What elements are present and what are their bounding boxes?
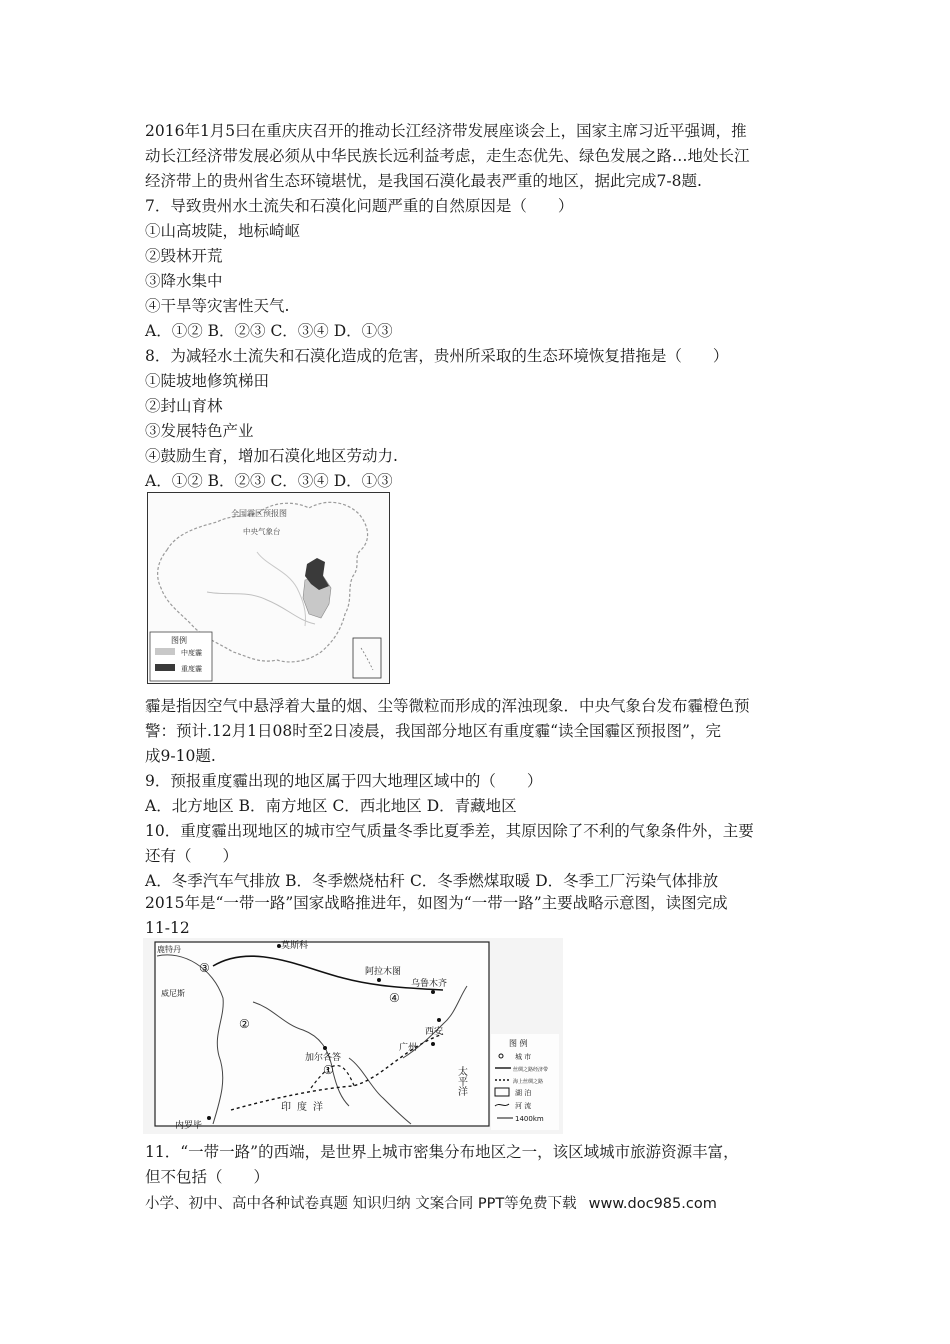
guangzhou-label: 广州 (399, 1043, 418, 1053)
urumqi-label: 乌鲁木齐 (411, 979, 448, 989)
nairobi-label: 内罗毕 (175, 1121, 203, 1131)
page-footer (145, 1192, 717, 1213)
pacific-label: 太平洋 (455, 1066, 467, 1096)
legend-lake-label: 湖 泊 (515, 1089, 532, 1097)
question-8-stem: 8．为减轻水土流失和石漠化造成的危害，贵州所采取的生态环境恢复措拖是（ ） (145, 347, 729, 365)
belt-road-map (143, 938, 563, 1134)
question-8-option-2: ②封山育林 (145, 397, 223, 415)
legend-river-label: 河 流 (515, 1102, 532, 1110)
moscow-label: 莫斯科 (281, 941, 309, 951)
legend-sea-label: 海上丝绸之路 (513, 1079, 544, 1085)
question-10-stem-2: 还有（ ） (145, 847, 239, 865)
kolkata-dot (323, 1046, 327, 1050)
guangzhou-dot (431, 1042, 435, 1046)
belt-road-drawing (143, 938, 563, 1134)
intro-line-3: 经济带上的贵州省生态环镜堪忧，是我国石漠化最表严重的地区，据此完成7-8题. (145, 172, 702, 190)
question-10-choices: A．冬季汽车气排放 B．冬季燃烧枯秆 C．冬季燃煤取暖 D．冬季工厂污染气体排放 (145, 872, 719, 890)
haze-map-drawing (147, 492, 390, 684)
marker-3: ③ (199, 961, 210, 975)
question-7-choices: A．①② B．②③ C．③④ D．①③ (145, 322, 393, 340)
almaty-dot (377, 978, 381, 982)
nairobi-dot (207, 1116, 211, 1120)
haze-intro-line-3: 成9-10题. (145, 747, 216, 765)
question-7-option-2: ②毁林开荒 (145, 247, 223, 265)
venice-label: 威尼斯 (161, 989, 185, 998)
question-7-option-1: ①山高坡陡，地标崎岖 (145, 222, 301, 240)
xian-label: 西安 (425, 1027, 444, 1037)
haze-map-title: 全国霾区预报图 (231, 509, 287, 518)
question-8-option-3: ③发展特色产业 (145, 422, 254, 440)
question-7-option-4: ④干旱等灾害性天气. (145, 297, 290, 315)
urumqi-dot (431, 990, 435, 994)
belt-intro-line-2: 11-12 (145, 919, 190, 937)
haze-forecast-map (147, 492, 390, 684)
legend-moderate-label: 中度霾 (181, 649, 202, 657)
question-9-choices: A．北方地区 B．南方地区 C．西北地区 D．青藏地区 (145, 797, 517, 815)
question-10-stem-1: 10．重度霾出现地区的城市空气质量冬季比夏季差，其原因除了不利的气象条件外，主要 (145, 822, 754, 840)
footer-url[interactable]: www.doc985.com (588, 1196, 717, 1212)
question-8-choices: A．①② B．②③ C．③④ D．①③ (145, 472, 393, 490)
rotterdam-label: 鹿特丹 (157, 945, 181, 954)
question-11-stem-1: 11．“一带一路”的西端，是世界上城市密集分布地区之一，该区域城市旅游资源丰富， (145, 1143, 739, 1161)
question-7-stem: 7．导致贵州水土流失和石漠化问题严重的自然原因是（ ） (145, 197, 574, 215)
marker-4: ④ (389, 991, 400, 1005)
legend-moderate-swatch (155, 648, 175, 655)
legend-city-label: 城 市 (515, 1053, 532, 1061)
haze-intro-line-1: 霾是指因空气中悬浮着大量的烟、尘等微粒而形成的浑浊现象．中央气象台发布霾橙色预 (145, 697, 750, 715)
haze-legend-title: 图例 (171, 636, 187, 645)
legend-land-label: 丝绸之路经济带 (513, 1067, 549, 1073)
legend-severe-swatch (155, 664, 175, 671)
belt-legend-title: 图 例 (509, 1039, 528, 1048)
legend-severe-label: 重度霾 (181, 665, 202, 673)
legend-scale-label: 1400km (515, 1115, 544, 1123)
haze-intro-line-2: 警：预计.12月1日08时至2日凌晨，我国部分地区有重度霾“读全国霾区预报图”，完 (145, 722, 721, 740)
intro-line-2: 动长江经济带发展必须从中华民族长远利益考虑，走生态优先、绿色发展之路…地处长江 (145, 147, 750, 165)
question-11-stem-2: 但不包括（ ） (145, 1168, 270, 1186)
haze-map-subtitle: 中央气象台 (243, 527, 281, 536)
xian-dot (437, 1018, 441, 1022)
intro-line-1: 2016年1月5曰在重庆庆召开的推动长江经济带发展座谈会上，国家主席习近平强调，推 (145, 122, 747, 140)
question-8-option-4: ④鼓励生育，增加石漠化地区劳动力. (145, 447, 398, 465)
almaty-label: 阿拉木图 (365, 967, 402, 977)
marker-2: ② (239, 1017, 250, 1031)
indian-ocean-label: 印度洋 (281, 1102, 329, 1113)
question-7-option-3: ③降水集中 (145, 272, 223, 290)
question-8-option-1: ①陡坡地修筑梯田 (145, 372, 270, 390)
marker-1: ① (323, 1063, 334, 1077)
footer-text: 小学、初中、高中各种试卷真题 知识归纳 文案合同 PPT等免费下载 (145, 1196, 577, 1212)
kolkata-label: 加尔各答 (305, 1053, 342, 1063)
belt-intro-line-1: 2015年是“一带一路”国家战略推进年，如图为“一带一路”主要战略示意图，读图完成 (145, 894, 728, 912)
question-9-stem: 9．预报重度霾出现的地区属于四大地理区域中的（ ） (145, 772, 543, 790)
